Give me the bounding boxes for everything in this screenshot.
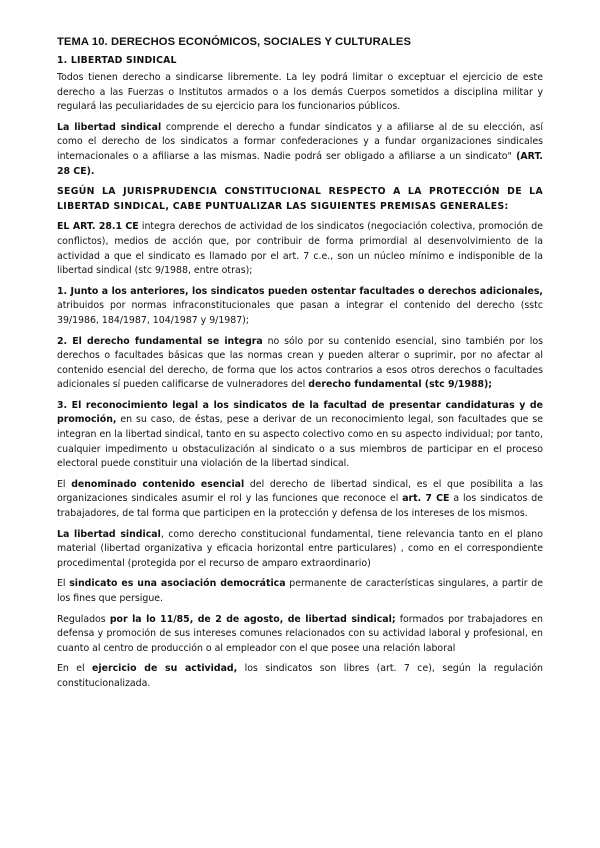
bold-lead: ejercicio de su actividad, xyxy=(92,663,238,675)
jurisprudencia-heading: SEGÚN LA JURISPRUDENCIA CONSTITUCIONAL RESPECTO A LA PROTECCIÓN DE LA LIBERTAD SINDICAL, CABE PUNTUALIZAR LAS SIGUIENTES PREMISAS GENERALES: xyxy=(57,186,543,212)
paragraph-art-28-1 xyxy=(57,220,543,278)
bold-lead: 3. El reconocimiento legal a los sindicatos de la facultad de presentar candidaturas y de promoción, xyxy=(57,399,543,426)
paragraph-body: , como derecho constitucional fundamental, tiene relevancia tanto en el plano material (libertad organizativa y eficacia horizontal entre particulares) , como en el correspondiente procedimental (protegida por el recurso de amparo extraordinario) xyxy=(57,528,543,569)
paragraph-body: atribuidos por normas infraconstitucionales que pasan a integrar el contenido del derecho (sstc 39/1986, 184/1987, 104/1987 y 9/1987); xyxy=(57,300,543,326)
paragraph-body: los sindicatos son libres (art. 7 ce), según la regulación constitucionalizada. xyxy=(57,663,543,689)
paragraph-regulacion-lo-11-85 xyxy=(57,613,543,657)
document-title: TEMA 10. DERECHOS ECONÓMICOS, SOCIALES Y CULTURALES xyxy=(57,36,412,48)
paragraph-asociacion-democratica xyxy=(57,577,543,606)
article-reference: (ART. 28 CE). xyxy=(57,150,543,177)
paragraph-body: en su caso, de éstas, pese a derivar de un reconocimiento legal, son facultades que se integran en la libertad sindical, tanto en su aspecto colectivo como en su aspecto individual; por tanto, cualquier impedimento u obstaculización al sindicato o a sus miembros de participar en el proceso electoral puede constituir una violación de la libertad sindical. xyxy=(57,414,543,470)
bold-lead: denominado contenido esencial xyxy=(71,478,245,490)
paragraph-body: integra derechos de actividad de los sindicatos (negociación colectiva, promoción de conflictos), medios de acción que, por contribuir de forma primordial al desenvolvimiento de la actividad a que el sindicato es llamado por el art. 7 c.e., son un núcleo mínimo e indisponible de la libertad sindical (stc 9/1988, entre otras); xyxy=(57,221,544,277)
bold-lead: La libertad sindical xyxy=(57,121,162,133)
section-heading-libertad-sindical: 1. LIBERTAD SINDICAL xyxy=(57,55,177,66)
paragraph-body: permanente de características singulares, a partir de los fines que persigue. xyxy=(57,578,543,604)
paragraph-body: del derecho de libertad sindical, es el que posibilita a las organizaciones sindicales asumir el rol y las funciones que reconoce el xyxy=(57,478,543,505)
bold-tail: derecho fundamental (stc 9/1988); xyxy=(308,379,493,391)
paragraph-libertad-sindical-definicion xyxy=(57,121,543,179)
list-item-premisa-1 xyxy=(57,285,543,329)
paragraph-prefix: El xyxy=(57,478,72,490)
bold-lead: 1. Junto a los anteriores, los sindicatos pueden ostentar facultades o derechos adicionales, xyxy=(57,285,543,297)
paragraph-relevancia xyxy=(57,528,543,572)
list-item-premisa-3 xyxy=(57,399,543,472)
article-reference: art. 7 CE xyxy=(402,493,450,505)
bold-lead: por la lo 11/85, de 2 de agosto, de libertad sindical; xyxy=(109,613,396,625)
paragraph-contenido-esencial xyxy=(57,478,543,522)
paragraph-body: formados por trabajadores en defensa y promoción de sus intereses comunes relacionados con su actividad laboral y profesional, en cuanto al centro de producción o al empleador con el que posee una relación laboral xyxy=(57,613,543,654)
bold-lead: sindicato es una asociación democrática xyxy=(69,578,286,590)
paragraph-derecho-sindicarse: Todos tienen derecho a sindicarse libremente. La ley podrá limitar o exceptuar el ejercicio de este derecho a las Fuerzas o Institutos armados o a los demás Cuerpos sometidos a disciplina militar y regulará las peculiaridades de su ejercicio para los funcionarios públicos. xyxy=(57,72,543,113)
paragraph-prefix: Regulados xyxy=(57,613,110,625)
list-item-premisa-2 xyxy=(57,335,543,393)
bold-lead: EL ART. 28.1 CE xyxy=(57,221,139,233)
paragraph-prefix: El xyxy=(57,578,70,590)
paragraph-body: no sólo por su contenido esencial, sino también por los derechos o facultades básicas que las normas crean y pueden alterar o suprimir, por no afectar al contenido esencial del derecho, de forma que los actos contrarios a esos otros derechos o facultades adicionales sí pueden calificarse de vulneradores del xyxy=(57,335,543,391)
paragraph-body: comprende el derecho a fundar sindicatos y a afiliarse al de su elección, así como el derecho de los sindicatos a formar confederaciones y a fundar organizaciones sindicales internacionales o a afiliarse a las mismas. Nadie podrá ser obligado a afiliarse a un sindicato" xyxy=(57,121,543,162)
paragraph-tail: a los sindicatos de trabajadores, de tal forma que participen en la protección y defensa de los intereses de los mismos. xyxy=(57,493,543,520)
paragraph-ejercicio-actividad xyxy=(57,662,543,691)
bold-lead: 2. El derecho fundamental se integra xyxy=(57,335,263,347)
paragraph-prefix: En el xyxy=(57,663,93,675)
bold-lead: La libertad sindical xyxy=(57,528,161,540)
